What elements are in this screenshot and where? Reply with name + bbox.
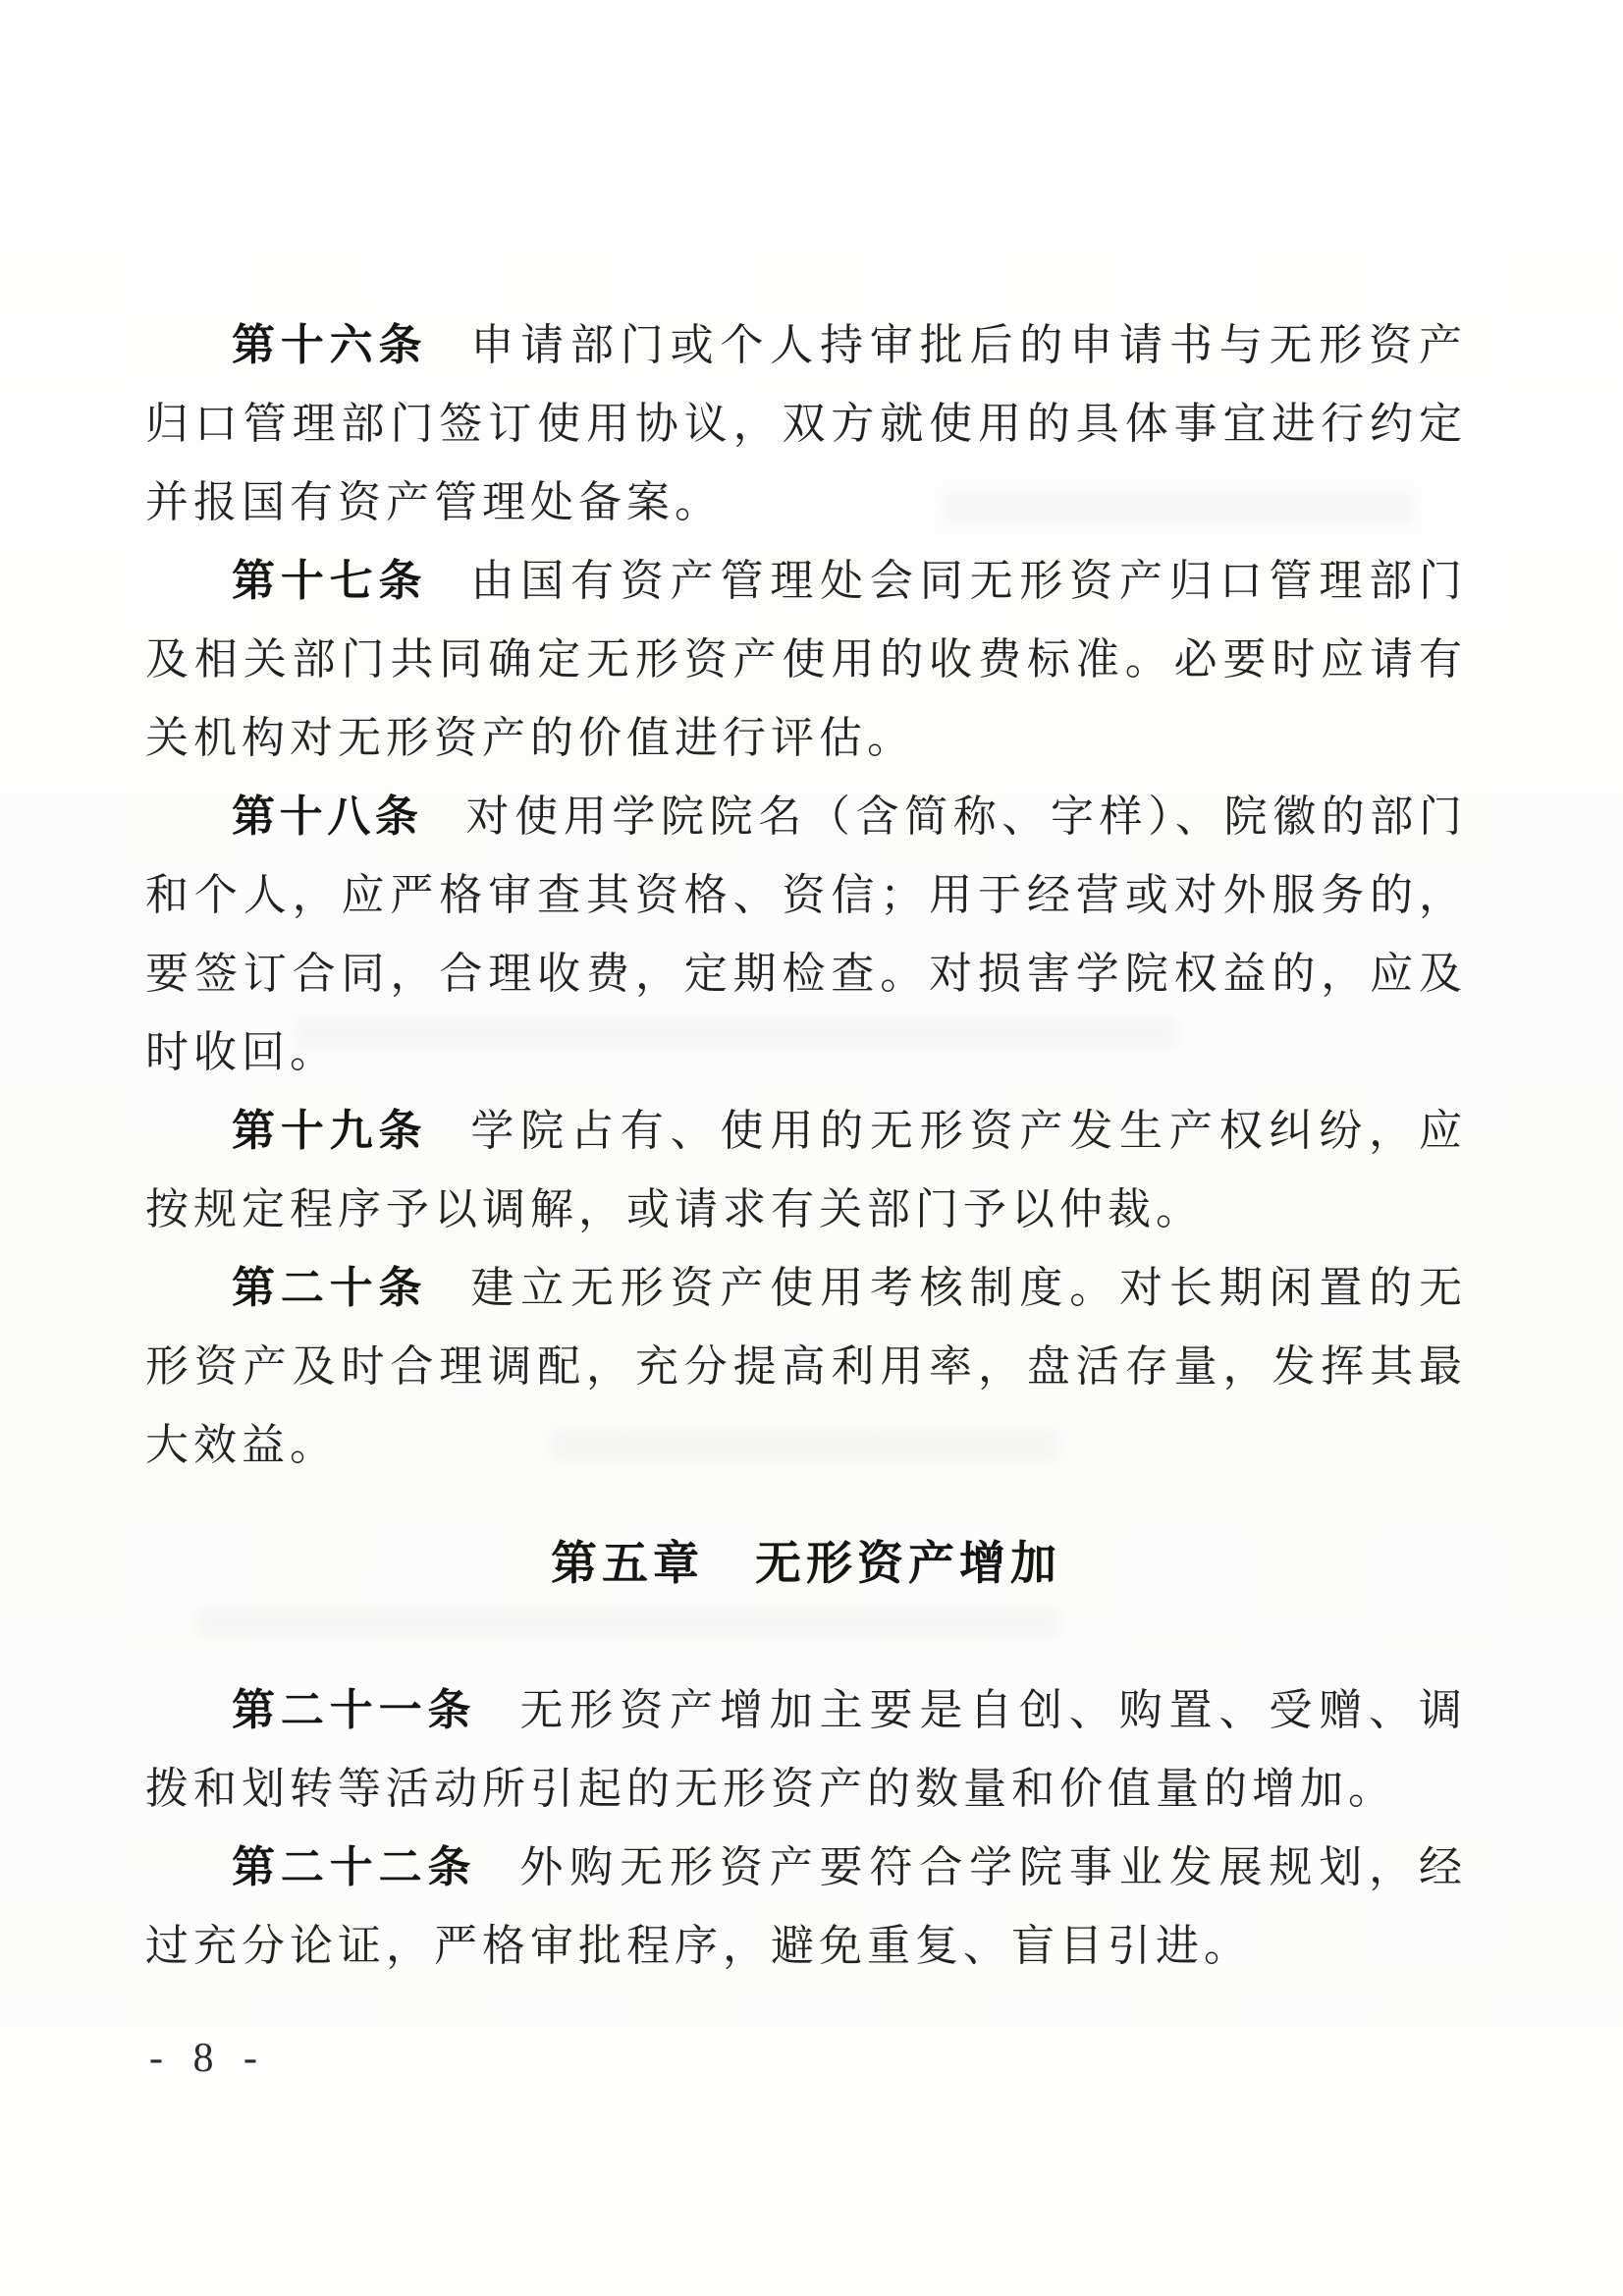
article-22-body: 外购无形资产要符合学院事业发展规划，经过充分论证，严格审批程序，避免重复、盲目引进。 <box>145 1843 1468 1970</box>
article-21 <box>145 1671 1467 1829</box>
article-21-number: 第二十一条 <box>232 1686 477 1734</box>
article-20-number: 第二十条 <box>232 1264 428 1312</box>
article-20-body: 建立无形资产使用考核制度。对长期闲置的无形资产及时合理调配，充分提高利用率，盘活存量，发挥其最大效益。 <box>145 1264 1468 1469</box>
article-19-number: 第十九条 <box>232 1107 428 1155</box>
article-17 <box>145 542 1467 778</box>
article-16-body: 申请部门或个人持审批后的申请书与无形资产归口管理部门签订使用协议，双方就使用的具体事宜进行约定并报国有资产管理处备案。 <box>145 321 1468 526</box>
article-18-body: 对使用学院院名（含简称、字样）、院徽的部门和个人，应严格审查其资格、资信；用于经营或对外服务的，要签订合同，合理收费，定期检查。对损害学院权益的，应及时收回。 <box>145 793 1467 1076</box>
article-16-number: 第十六条 <box>232 321 428 369</box>
document-text-block <box>145 306 1467 1986</box>
article-16 <box>145 306 1467 542</box>
article-22 <box>145 1829 1467 1986</box>
article-17-body: 由国有资产管理处会同无形资产归口管理部门及相关部门共同确定无形资产使用的收费标准。必要时应请有关机构对无形资产的价值进行评估。 <box>145 557 1468 762</box>
article-17-number: 第十七条 <box>232 557 428 605</box>
chapter-5-heading: 第五章 无形资产增加 <box>551 1537 1061 1589</box>
article-22-number: 第二十二条 <box>232 1843 477 1891</box>
page-number: - 8 - <box>149 2036 267 2081</box>
article-20 <box>145 1249 1467 1485</box>
article-21-body: 无形资产增加主要是自创、购置、受赠、调拨和划转等活动所引起的无形资产的数量和价值量的增加。 <box>145 1686 1468 1813</box>
article-19-body: 学院占有、使用的无形资产发生产权纠纷，应按规定程序予以调解，或请求有关部门予以仲裁。 <box>145 1107 1468 1233</box>
article-18-number: 第十八条 <box>232 793 423 841</box>
article-18 <box>145 778 1467 1092</box>
article-19 <box>145 1092 1467 1249</box>
